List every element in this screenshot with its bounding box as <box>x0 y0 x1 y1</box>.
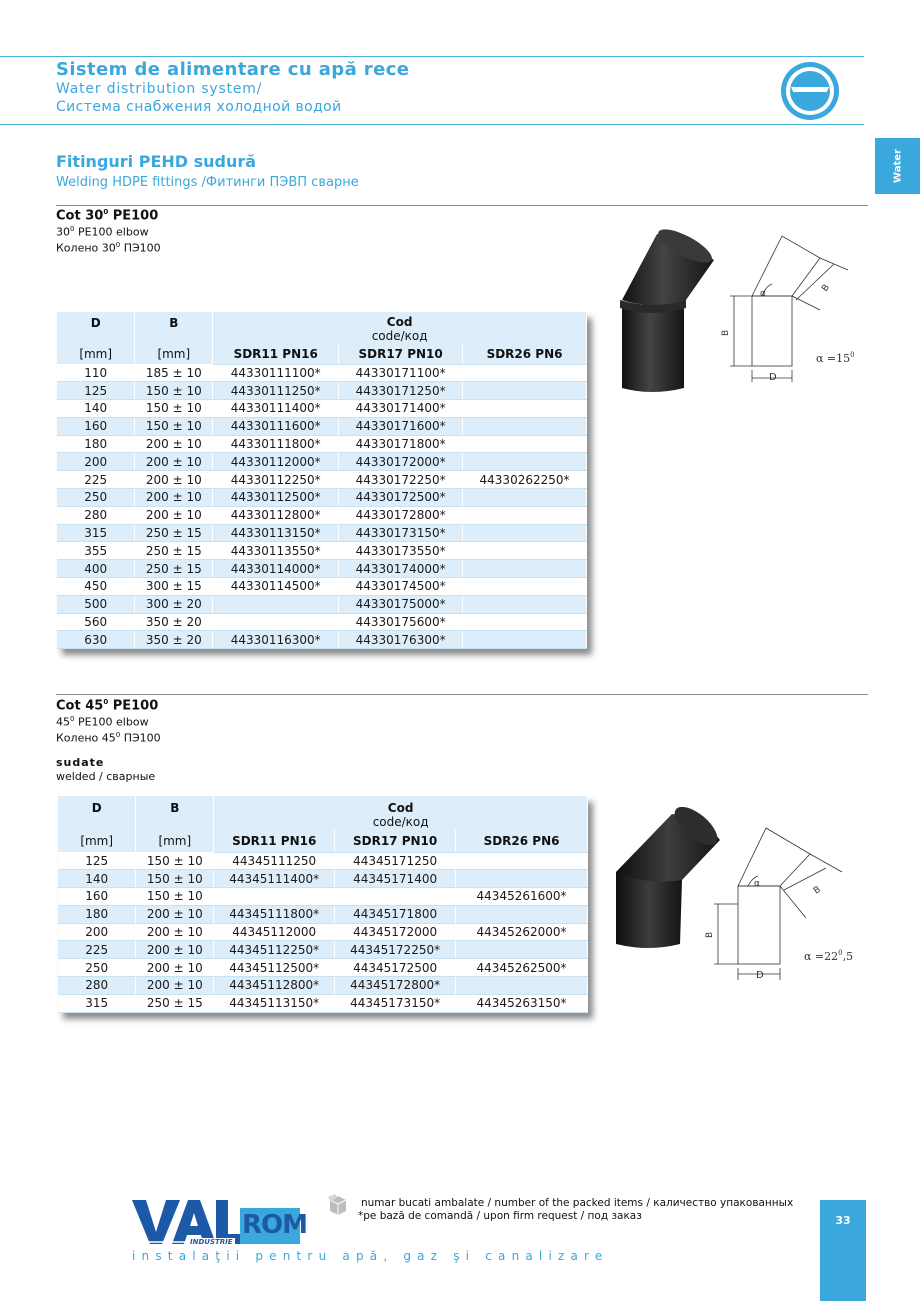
cell-d: 125 <box>57 382 135 400</box>
cell-sdr26: 44345261600* <box>456 888 588 906</box>
package-box-icon <box>326 1192 350 1218</box>
cell-d: 225 <box>58 941 136 959</box>
cell-sdr26 <box>463 435 587 453</box>
col-d-header: D <box>57 312 135 344</box>
cell-sdr26 <box>463 382 587 400</box>
product2-title: Cot $45^0$ PE100 <box>56 698 159 714</box>
diagram1-label-d: D <box>769 372 777 383</box>
cell-sdr11: 44345112250* <box>214 941 335 959</box>
product1-title: Cot $30^0$ PE100 <box>56 208 159 224</box>
cell-sdr17: 44330175000* <box>339 595 463 613</box>
cell-sdr11: 44330111800* <box>213 435 339 453</box>
product1-subtitle-ru: Колено $30^0$ ПЭ100 <box>56 240 161 255</box>
product1-subtitle-en: $30^0$ PE100 elbow <box>56 225 149 239</box>
section-subtitle: Welding HDPE fittings /Фитинги ПЭВП сварне <box>56 175 359 190</box>
table-row <box>57 489 587 507</box>
header-top-rule <box>0 56 864 57</box>
footer-note-order: *pe bază de comandă / upon firm request / под заказ <box>358 1210 642 1222</box>
page-number: 33 <box>835 1214 851 1227</box>
cell-sdr17: 44330171800* <box>339 435 463 453</box>
product1-table-body <box>57 364 587 649</box>
header-title-ro: Sistem de alimentare cu apă rece <box>56 59 410 80</box>
cell-b: 150 ± 10 <box>135 417 213 435</box>
cell-d: 200 <box>58 923 136 941</box>
cell-sdr17: 44330172250* <box>339 471 463 489</box>
cell-sdr17: 44330171400* <box>339 400 463 418</box>
table-row <box>58 994 588 1012</box>
cell-sdr17: 44330174500* <box>339 578 463 596</box>
cell-b: 200 ± 10 <box>136 923 214 941</box>
cell-d: 140 <box>58 870 136 888</box>
cell-d: 110 <box>57 364 135 382</box>
cell-d: 125 <box>58 852 136 870</box>
footer-note-packed: numar bucati ambalate / number of the packed items / каличество упакованных <box>361 1197 794 1209</box>
product2-subtitle-ru: Колено $45^0$ ПЭ100 <box>56 730 161 745</box>
cell-sdr11: 44345111250 <box>214 852 335 870</box>
table-row <box>57 400 587 418</box>
table-row <box>58 905 588 923</box>
table-row <box>58 941 588 959</box>
cell-sdr26 <box>463 613 587 631</box>
cell-d: 315 <box>58 994 136 1012</box>
diagram1-angle: $\alpha =15^0$ <box>816 351 855 365</box>
cell-sdr17: 44345171250 <box>335 852 456 870</box>
cell-sdr17: 44330171100* <box>339 364 463 382</box>
cell-d: 140 <box>57 400 135 418</box>
cell-sdr11: 44345112000 <box>214 923 335 941</box>
cell-b: 150 ± 10 <box>136 870 214 888</box>
cell-b: 200 ± 10 <box>135 506 213 524</box>
col-sdr26: SDR26 PN6 <box>463 344 587 364</box>
cell-sdr26 <box>463 524 587 542</box>
cell-sdr11: 44330112800* <box>213 506 339 524</box>
cell-b: 150 ± 10 <box>136 852 214 870</box>
table-row <box>58 923 588 941</box>
table-row <box>57 595 587 613</box>
table-row <box>57 542 587 560</box>
cell-b: 300 ± 15 <box>135 578 213 596</box>
col-sdr11-2: SDR11 PN16 <box>214 830 335 852</box>
product2-table-body <box>58 852 588 1012</box>
diagram2-label-alpha: α <box>754 879 760 889</box>
cell-d: 180 <box>57 435 135 453</box>
valrom-logo <box>132 1192 307 1248</box>
cell-sdr11: 44330111100* <box>213 364 339 382</box>
cell-d: 280 <box>58 977 136 995</box>
cell-sdr11: 44345112800* <box>214 977 335 995</box>
cell-sdr11: 44345111800* <box>214 905 335 923</box>
table-row <box>58 977 588 995</box>
cell-b: 150 ± 10 <box>136 888 214 906</box>
logo-text-rom: ROM <box>242 1210 307 1240</box>
cell-sdr17: 44345172250* <box>335 941 456 959</box>
cell-d: 200 <box>57 453 135 471</box>
table-row <box>58 959 588 977</box>
cell-b: 350 ± 20 <box>135 613 213 631</box>
cell-sdr26 <box>463 542 587 560</box>
cell-b: 250 ± 15 <box>135 560 213 578</box>
cell-sdr17: 44330172500* <box>339 489 463 507</box>
col-b-header: B <box>135 312 213 344</box>
cell-sdr26 <box>463 489 587 507</box>
cell-sdr17: 44330171250* <box>339 382 463 400</box>
table-row <box>58 852 588 870</box>
table-row <box>57 578 587 596</box>
col-b-header-2: B <box>136 796 214 830</box>
cell-b: 250 ± 15 <box>136 994 214 1012</box>
cell-d: 355 <box>57 542 135 560</box>
cell-sdr26: 44345262000* <box>456 923 588 941</box>
cell-sdr11: 44330113150* <box>213 524 339 542</box>
table-row <box>58 888 588 906</box>
col-cod-header-2: Cod code/код <box>214 796 588 830</box>
table-row <box>57 382 587 400</box>
cell-sdr26 <box>456 870 588 888</box>
cell-b: 200 ± 10 <box>136 959 214 977</box>
elbow-45-diagram <box>700 824 866 984</box>
cell-sdr26 <box>456 941 588 959</box>
cell-sdr17: 44330173550* <box>339 542 463 560</box>
cell-b: 200 ± 10 <box>136 977 214 995</box>
cell-d: 315 <box>57 524 135 542</box>
footer-slogan: instalaţii pentru apă, gaz şi canalizare <box>132 1249 609 1263</box>
cell-sdr11: 44330114500* <box>213 578 339 596</box>
cell-b: 200 ± 10 <box>136 941 214 959</box>
cell-sdr11: 44330114000* <box>213 560 339 578</box>
cell-sdr26 <box>463 560 587 578</box>
section-rule <box>56 205 868 206</box>
product1-table <box>57 312 587 649</box>
cell-sdr26 <box>463 506 587 524</box>
unit-b-2: [mm] <box>136 830 214 852</box>
cell-d: 400 <box>57 560 135 578</box>
cell-sdr17: 44345172000 <box>335 923 456 941</box>
table-row <box>57 417 587 435</box>
cell-sdr26 <box>456 852 588 870</box>
header-title-en: Water distribution system/ <box>56 81 263 97</box>
cell-sdr11: 44330111600* <box>213 417 339 435</box>
table-row <box>57 631 587 649</box>
diagram2-angle: $\alpha =22^0,5$ <box>804 949 854 963</box>
cell-sdr17: 44330176300* <box>339 631 463 649</box>
cell-sdr26 <box>463 417 587 435</box>
col-sdr17: SDR17 PN10 <box>339 344 463 364</box>
cell-b: 150 ± 10 <box>135 382 213 400</box>
product1-heading <box>56 208 161 255</box>
diagram2-label-b-vertical: B <box>705 931 715 938</box>
cell-b: 185 ± 10 <box>135 364 213 382</box>
unit-b: [mm] <box>135 344 213 364</box>
product2-note-bold: sudate <box>56 756 105 769</box>
unit-d: [mm] <box>57 344 135 364</box>
cell-sdr26 <box>463 631 587 649</box>
product2-heading <box>56 698 161 745</box>
cell-sdr26 <box>463 453 587 471</box>
elbow-30-photo <box>612 228 722 396</box>
cell-sdr26: 44345263150* <box>456 994 588 1012</box>
cell-b: 200 ± 10 <box>135 435 213 453</box>
cell-b: 200 ± 10 <box>136 905 214 923</box>
table-row <box>57 524 587 542</box>
cell-b: 250 ± 15 <box>135 524 213 542</box>
cell-sdr11 <box>214 888 335 906</box>
diagram1-label-b-vertical: B <box>721 329 731 336</box>
cell-sdr26 <box>463 595 587 613</box>
cell-d: 180 <box>58 905 136 923</box>
cell-d: 450 <box>57 578 135 596</box>
diagram2-label-d: D <box>756 970 764 981</box>
product2-note: welded / сварные <box>56 770 156 783</box>
cell-d: 160 <box>57 417 135 435</box>
cell-sdr17: 44345172800* <box>335 977 456 995</box>
cell-sdr11 <box>213 595 339 613</box>
cell-sdr11: 44330111400* <box>213 400 339 418</box>
cell-sdr26 <box>456 977 588 995</box>
cell-sdr17: 44330175600* <box>339 613 463 631</box>
col-d-header-2: D <box>58 796 136 830</box>
cell-sdr17: 44345171400 <box>335 870 456 888</box>
cell-b: 200 ± 10 <box>135 471 213 489</box>
logo-text-industrie: INDUSTRIE <box>190 1238 233 1246</box>
product-divider-rule <box>56 694 868 695</box>
table-row <box>57 613 587 631</box>
elbow-30-diagram <box>716 226 866 388</box>
cell-sdr26 <box>463 400 587 418</box>
cell-sdr17: 44330171600* <box>339 417 463 435</box>
cell-sdr17: 44345171800 <box>335 905 456 923</box>
cell-d: 630 <box>57 631 135 649</box>
cell-sdr11: 44330113550* <box>213 542 339 560</box>
cell-sdr11: 44330112250* <box>213 471 339 489</box>
cell-b: 200 ± 10 <box>135 453 213 471</box>
diagram1-label-alpha: α <box>760 289 766 299</box>
cell-sdr26: 44330262250* <box>463 471 587 489</box>
cell-d: 560 <box>57 613 135 631</box>
table-row <box>57 364 587 382</box>
cell-b: 300 ± 20 <box>135 595 213 613</box>
table-row <box>57 506 587 524</box>
unit-d-2: [mm] <box>58 830 136 852</box>
cell-sdr26 <box>456 905 588 923</box>
cell-sdr26 <box>463 578 587 596</box>
cell-d: 160 <box>58 888 136 906</box>
cell-sdr11: 44330112500* <box>213 489 339 507</box>
cell-sdr11: 44330111250* <box>213 382 339 400</box>
cell-sdr26 <box>463 364 587 382</box>
product2-subtitle-en: $45^0$ PE100 elbow <box>56 715 149 729</box>
cell-sdr26: 44345262500* <box>456 959 588 977</box>
cell-sdr11: 44345111400* <box>214 870 335 888</box>
table-row <box>58 870 588 888</box>
section-title: Fitinguri PEHD sudură <box>56 152 257 171</box>
table-row <box>57 453 587 471</box>
cell-sdr17: 44330172000* <box>339 453 463 471</box>
cell-sdr17: 44330172800* <box>339 506 463 524</box>
table-row <box>57 471 587 489</box>
product2-table <box>58 796 588 1013</box>
cell-sdr11: 44330112000* <box>213 453 339 471</box>
cell-b: 200 ± 10 <box>135 489 213 507</box>
cell-d: 280 <box>57 506 135 524</box>
cell-b: 150 ± 10 <box>135 400 213 418</box>
header-bottom-rule <box>0 124 864 125</box>
col-cod-header: Cod code/код <box>213 312 587 344</box>
cell-sdr17: 44330174000* <box>339 560 463 578</box>
cell-d: 250 <box>58 959 136 977</box>
side-tab-label: Water <box>892 149 903 183</box>
page-number-tab <box>820 1200 866 1301</box>
cell-sdr11: 44330116300* <box>213 631 339 649</box>
cell-d: 500 <box>57 595 135 613</box>
cell-sdr11 <box>213 613 339 631</box>
cell-sdr17 <box>335 888 456 906</box>
diagram2-label-b-diagonal: B <box>811 884 823 897</box>
cell-sdr11: 44345113150* <box>214 994 335 1012</box>
diagram1-label-b-diagonal: B <box>820 282 833 294</box>
table-row <box>57 435 587 453</box>
col-sdr26-2: SDR26 PN6 <box>456 830 588 852</box>
header-title-ru: Система снабжения холодной водой <box>56 99 342 115</box>
side-tab-water <box>875 138 920 194</box>
cell-b: 350 ± 20 <box>135 631 213 649</box>
cell-sdr17: 44345172500 <box>335 959 456 977</box>
water-pipe-icon <box>778 60 842 122</box>
cell-d: 250 <box>57 489 135 507</box>
table-row <box>57 560 587 578</box>
cell-b: 250 ± 15 <box>135 542 213 560</box>
cell-sdr17: 44345173150* <box>335 994 456 1012</box>
cell-sdr17: 44330173150* <box>339 524 463 542</box>
col-sdr11: SDR11 PN16 <box>213 344 339 364</box>
cell-sdr11: 44345112500* <box>214 959 335 977</box>
col-sdr17-2: SDR17 PN10 <box>335 830 456 852</box>
cell-d: 225 <box>57 471 135 489</box>
